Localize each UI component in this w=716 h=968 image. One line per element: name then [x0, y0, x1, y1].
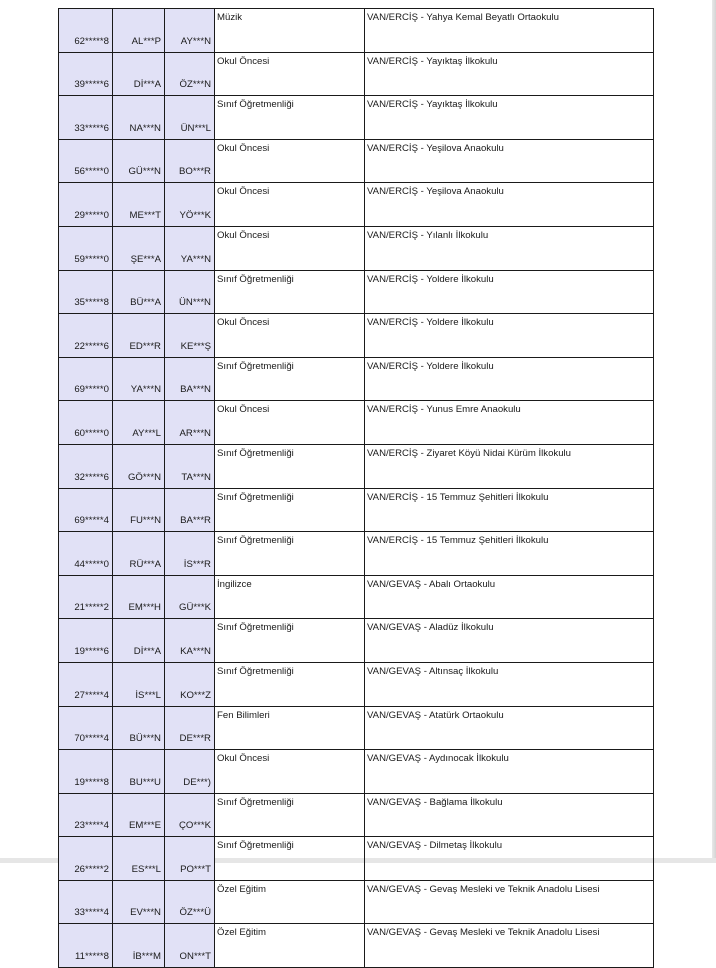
masked-first-name-cell: EV***N	[113, 880, 165, 924]
school-cell: VAN/ERCİŞ - Yunus Emre Anaokulu	[365, 401, 654, 445]
masked-id-cell: 62*****8	[59, 9, 113, 53]
masked-first-name-cell: NA***N	[113, 96, 165, 140]
masked-first-name-cell: AY***L	[113, 401, 165, 445]
branch-cell: Okul Öncesi	[215, 750, 365, 794]
masked-id-cell: 59*****0	[59, 226, 113, 270]
masked-id-cell: 60*****0	[59, 401, 113, 445]
masked-last-name-cell: PO***T	[165, 837, 215, 881]
masked-id-cell: 69*****0	[59, 357, 113, 401]
masked-last-name-cell: AR***N	[165, 401, 215, 445]
masked-last-name-cell: TA***N	[165, 444, 215, 488]
masked-id-cell: 69*****4	[59, 488, 113, 532]
branch-cell: Sınıf Öğretmenliği	[215, 444, 365, 488]
masked-last-name-cell: ÜN***N	[165, 270, 215, 314]
masked-last-name-cell: KE***Ş	[165, 314, 215, 358]
school-cell: VAN/ERCİŞ - Yoldere İlkokulu	[365, 357, 654, 401]
branch-cell: Okul Öncesi	[215, 139, 365, 183]
masked-last-name-cell: YÖ***K	[165, 183, 215, 227]
masked-id-cell: 32*****6	[59, 444, 113, 488]
table-row	[59, 793, 654, 837]
branch-cell: Sınıf Öğretmenliği	[215, 532, 365, 576]
masked-id-cell: 22*****6	[59, 314, 113, 358]
school-cell: VAN/GEVAŞ - Altınsaç İlkokulu	[365, 662, 654, 706]
branch-cell: Okul Öncesi	[215, 314, 365, 358]
branch-cell: Okul Öncesi	[215, 183, 365, 227]
branch-cell: Sınıf Öğretmenliği	[215, 837, 365, 881]
branch-cell: Sınıf Öğretmenliği	[215, 793, 365, 837]
masked-id-cell: 39*****6	[59, 52, 113, 96]
masked-last-name-cell: BA***N	[165, 357, 215, 401]
table-row	[59, 52, 654, 96]
masked-id-cell: 11*****8	[59, 924, 113, 968]
masked-first-name-cell: İS***L	[113, 662, 165, 706]
table-row	[59, 314, 654, 358]
branch-cell: Sınıf Öğretmenliği	[215, 96, 365, 140]
masked-first-name-cell: EM***H	[113, 575, 165, 619]
masked-first-name-cell: EM***E	[113, 793, 165, 837]
masked-first-name-cell: BÜ***A	[113, 270, 165, 314]
masked-first-name-cell: ES***L	[113, 837, 165, 881]
table-row	[59, 575, 654, 619]
masked-first-name-cell: ME***T	[113, 183, 165, 227]
masked-last-name-cell: BO***R	[165, 139, 215, 183]
table-row	[59, 837, 654, 881]
masked-last-name-cell: DE***)	[165, 750, 215, 794]
masked-id-cell: 19*****8	[59, 750, 113, 794]
masked-last-name-cell: AY***N	[165, 9, 215, 53]
masked-id-cell: 21*****2	[59, 575, 113, 619]
table-row	[59, 96, 654, 140]
masked-id-cell: 19*****6	[59, 619, 113, 663]
masked-last-name-cell: GÜ***K	[165, 575, 215, 619]
masked-first-name-cell: YA***N	[113, 357, 165, 401]
table-row	[59, 270, 654, 314]
branch-cell: Sınıf Öğretmenliği	[215, 619, 365, 663]
masked-first-name-cell: RÜ***A	[113, 532, 165, 576]
masked-id-cell: 35*****8	[59, 270, 113, 314]
table-row	[59, 532, 654, 576]
school-cell: VAN/ERCİŞ - Ziyaret Köyü Nidai Kürüm İlkokulu	[365, 444, 654, 488]
branch-cell: Sınıf Öğretmenliği	[215, 270, 365, 314]
table-row	[59, 662, 654, 706]
masked-id-cell: 56*****0	[59, 139, 113, 183]
school-cell: VAN/ERCİŞ - Yeşilova Anaokulu	[365, 139, 654, 183]
table-row	[59, 706, 654, 750]
branch-cell: Sınıf Öğretmenliği	[215, 488, 365, 532]
masked-id-cell: 29*****0	[59, 183, 113, 227]
masked-id-cell: 26*****2	[59, 837, 113, 881]
masked-last-name-cell: ÖZ***N	[165, 52, 215, 96]
table-row	[59, 444, 654, 488]
branch-cell: Okul Öncesi	[215, 401, 365, 445]
school-cell: VAN/ERCİŞ - 15 Temmuz Şehitleri İlkokulu	[365, 488, 654, 532]
branch-cell: Okul Öncesi	[215, 52, 365, 96]
masked-last-name-cell: ÜN***L	[165, 96, 215, 140]
school-cell: VAN/GEVAŞ - Gevaş Mesleki ve Teknik Anadolu Lisesi	[365, 924, 654, 968]
table-body	[59, 9, 654, 968]
school-cell: VAN/GEVAŞ - Abalı Ortaokulu	[365, 575, 654, 619]
school-cell: VAN/GEVAŞ - Aydınocak İlkokulu	[365, 750, 654, 794]
branch-cell: Özel Eğitim	[215, 880, 365, 924]
table-row	[59, 139, 654, 183]
table-row	[59, 183, 654, 227]
branch-cell: Sınıf Öğretmenliği	[215, 357, 365, 401]
table-row	[59, 924, 654, 968]
masked-first-name-cell: İB***M	[113, 924, 165, 968]
masked-last-name-cell: İS***R	[165, 532, 215, 576]
school-cell: VAN/ERCİŞ - Yahya Kemal Beyatlı Ortaokulu	[365, 9, 654, 53]
table-row	[59, 357, 654, 401]
masked-first-name-cell: GÖ***N	[113, 444, 165, 488]
masked-id-cell: 44*****0	[59, 532, 113, 576]
masked-first-name-cell: FU***N	[113, 488, 165, 532]
masked-id-cell: 33*****4	[59, 880, 113, 924]
masked-last-name-cell: ON***T	[165, 924, 215, 968]
branch-cell: İngilizce	[215, 575, 365, 619]
masked-last-name-cell: BA***R	[165, 488, 215, 532]
school-cell: VAN/ERCİŞ - Yoldere İlkokulu	[365, 314, 654, 358]
table-row	[59, 619, 654, 663]
masked-last-name-cell: KO***Z	[165, 662, 215, 706]
branch-cell: Sınıf Öğretmenliği	[215, 662, 365, 706]
branch-cell: Müzik	[215, 9, 365, 53]
masked-last-name-cell: YA***N	[165, 226, 215, 270]
masked-last-name-cell: DE***R	[165, 706, 215, 750]
masked-id-cell: 33*****6	[59, 96, 113, 140]
masked-first-name-cell: GÜ***N	[113, 139, 165, 183]
school-cell: VAN/GEVAŞ - Bağlama İlkokulu	[365, 793, 654, 837]
masked-last-name-cell: ÖZ***Ü	[165, 880, 215, 924]
masked-first-name-cell: ED***R	[113, 314, 165, 358]
masked-first-name-cell: Dİ***A	[113, 52, 165, 96]
table-row	[59, 401, 654, 445]
masked-last-name-cell: ÇO***K	[165, 793, 215, 837]
branch-cell: Özel Eğitim	[215, 924, 365, 968]
school-cell: VAN/ERCİŞ - Yoldere İlkokulu	[365, 270, 654, 314]
masked-id-cell: 27*****4	[59, 662, 113, 706]
school-cell: VAN/ERCİŞ - Yayıktaş İlkokulu	[365, 52, 654, 96]
masked-first-name-cell: BU***U	[113, 750, 165, 794]
table-row	[59, 226, 654, 270]
masked-id-cell: 23*****4	[59, 793, 113, 837]
table-row	[59, 488, 654, 532]
masked-first-name-cell: ŞE***A	[113, 226, 165, 270]
school-cell: VAN/GEVAŞ - Gevaş Mesleki ve Teknik Anadolu Lisesi	[365, 880, 654, 924]
branch-cell: Okul Öncesi	[215, 226, 365, 270]
table-row	[59, 880, 654, 924]
branch-cell: Fen Bilimleri	[215, 706, 365, 750]
table-row	[59, 9, 654, 53]
school-cell: VAN/ERCİŞ - Yayıktaş İlkokulu	[365, 96, 654, 140]
school-cell: VAN/GEVAŞ - Atatürk Ortaokulu	[365, 706, 654, 750]
page-edge	[712, 0, 716, 863]
school-cell: VAN/GEVAŞ - Dilmetaş İlkokulu	[365, 837, 654, 881]
school-cell: VAN/GEVAŞ - Aladüz İlkokulu	[365, 619, 654, 663]
school-cell: VAN/ERCİŞ - Yılanlı İlkokulu	[365, 226, 654, 270]
school-cell: VAN/ERCİŞ - 15 Temmuz Şehitleri İlkokulu	[365, 532, 654, 576]
table-row	[59, 750, 654, 794]
school-cell: VAN/ERCİŞ - Yeşilova Anaokulu	[365, 183, 654, 227]
assignment-table	[58, 8, 654, 968]
masked-last-name-cell: KA***N	[165, 619, 215, 663]
masked-first-name-cell: AL***P	[113, 9, 165, 53]
masked-id-cell: 70*****4	[59, 706, 113, 750]
masked-first-name-cell: BÜ***N	[113, 706, 165, 750]
masked-first-name-cell: Dİ***A	[113, 619, 165, 663]
